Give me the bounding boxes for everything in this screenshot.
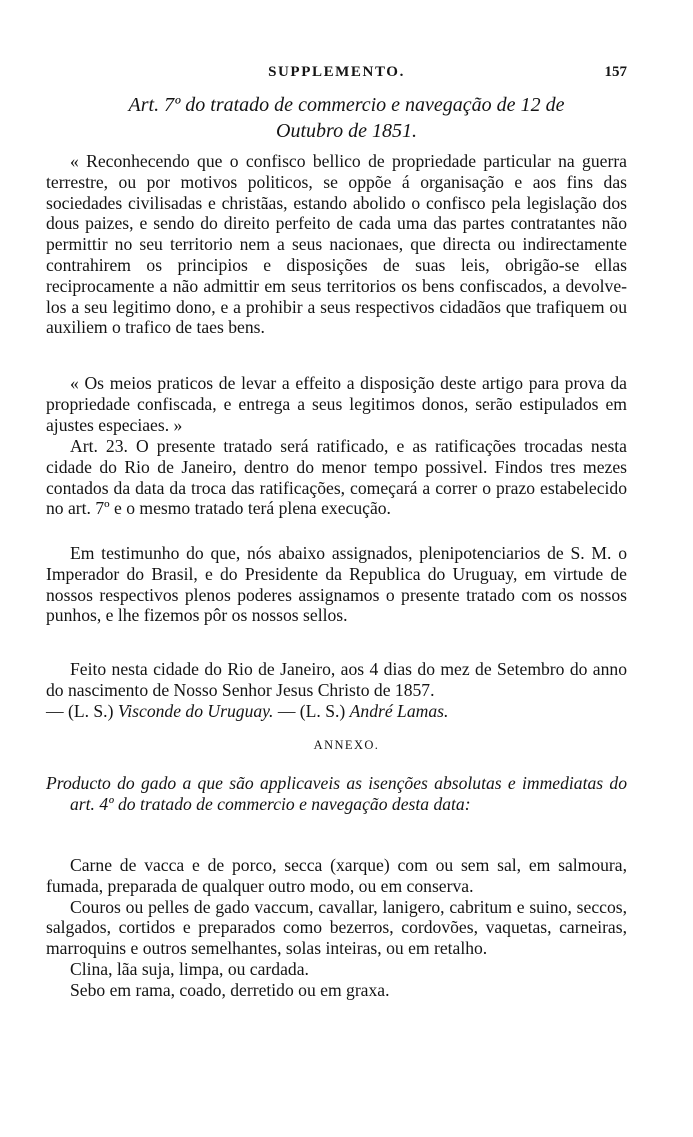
paragraph-block-3 bbox=[46, 436, 627, 519]
annex-title: ANNEXO. bbox=[313, 738, 380, 752]
running-title: SUPPLEMENTO. bbox=[268, 64, 405, 80]
paragraph-block-4 bbox=[46, 543, 627, 626]
annex-item-1: Carne de vacca e de porco, secca (xarque) com ou sem sal, em salmoura, fumada, preparada de qualquer outro modo, ou em conserva. bbox=[46, 855, 627, 896]
annex-items bbox=[46, 855, 627, 1001]
paragraph-1: « Reconhecendo que o confisco bellico de propriedade particular na guerra terrestre, ou por motivos politicos, se oppõe á organisação e aos fins das sociedades civilisadas e christãas, estando abolido o confisco pela legislação dos dous paizes, e sendo do direito perfeito de cada uma das partes contratantes não permittir no seu territorio nem a seus nacionaes, que directa ou indirectamente contrahirem os principios e disposições de suas leis, obrigão-se ellas reciprocamente a não admittir em seus territorios os bens confiscados, a devolve-los a seu legitimo dono, e a prohibir a seus respectivos cidadãos que trafiquem ou auxiliem o trafico de taes bens. bbox=[46, 151, 627, 338]
article-heading bbox=[60, 92, 633, 144]
annex-intro: Producto do gado a que são applicaveis as isenções absolutas e immediatas do art. 4º do tratado de commercio e navegação desta data: bbox=[46, 773, 627, 814]
seal-1: — (L. S.) bbox=[46, 700, 114, 721]
annex-item-3: Clina, lãa suja, limpa, ou cardada. bbox=[70, 958, 309, 979]
paragraph-block-1 bbox=[46, 151, 627, 338]
paragraph-4: Em testimunho do que, nós abaixo assignados, plenipotenciarios de S. M. o Imperador do Brasil, e do Presidente da Republica do Uruguay, em virtude de nossos respectivos plenos poderes assignamos o presente tratado com os nossos punhos, e lhe fizemos pôr os nossos sellos. bbox=[46, 543, 627, 626]
seal-2: — (L. S.) bbox=[277, 700, 346, 721]
article-heading-line-2: Outubro de 1851. bbox=[276, 120, 417, 142]
signature-line bbox=[46, 701, 627, 722]
article-heading-line-1: Art. 7º do tratado de commercio e navegação de 12 de bbox=[128, 94, 565, 116]
running-header bbox=[46, 64, 627, 88]
paragraph-3: Art. 23. O presente tratado será ratificado, e as ratificações trocadas nesta cidade do Rio de Janeiro, dentro do menor tempo possivel. Findos tres mezes contados da data da troca das ratificações, começará a correr o prazo estabelecido no art. 7º e o mesmo tratado terá plena execução. bbox=[46, 436, 627, 519]
signatory-1: Visconde do Uruguay. bbox=[117, 700, 274, 721]
page-number: 157 bbox=[604, 64, 627, 80]
paragraph-5: Feito nesta cidade do Rio de Janeiro, aos 4 dias do mez de Setembro do anno do nascimento de Nosso Senhor Jesus Christo de 1857. bbox=[46, 659, 627, 700]
signatory-2: André Lamas. bbox=[349, 700, 449, 721]
annex-item-4: Sebo em rama, coado, derretido ou em graxa. bbox=[70, 979, 390, 1000]
paragraph-block-2 bbox=[46, 373, 627, 435]
paragraph-2: « Os meios praticos de levar a effeito a disposição deste artigo para prova da propriedade confiscada, e entrega a seus legitimos donos, serão estipulados em ajustes especiaes. » bbox=[46, 373, 627, 435]
paragraph-block-5 bbox=[46, 659, 627, 721]
annex-item-2: Couros ou pelles de gado vaccum, cavallar, lanigero, cabritum e suino, seccos, salgados, cortidos e preparados como bezerros, cordovões, vaquetas, carneiras, marroquins e outros semelhantes, solas inteiras, ou em retalho. bbox=[46, 896, 627, 959]
